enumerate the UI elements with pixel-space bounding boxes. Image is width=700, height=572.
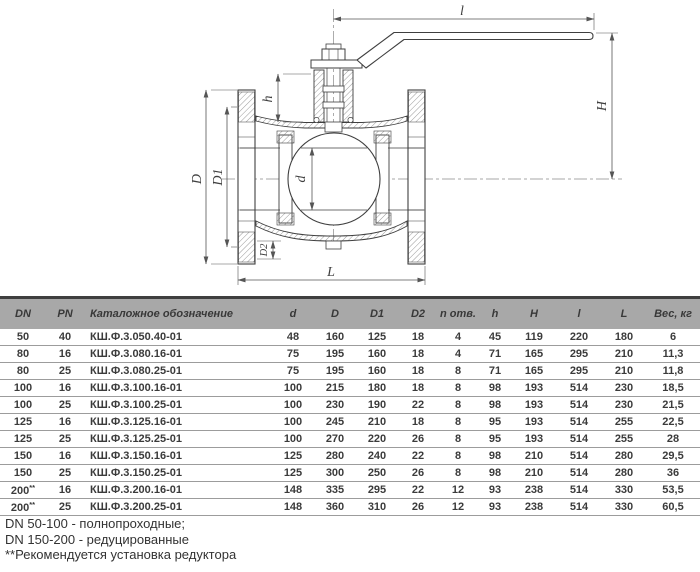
table-cell: 210 [602, 346, 646, 363]
table-row [0, 346, 700, 363]
table-cell: 210 [356, 414, 398, 431]
column-header: L [602, 298, 646, 330]
table-cell: КШ.Ф.3.050.40-01 [84, 329, 272, 346]
table-cell: КШ.Ф.3.080.25-01 [84, 363, 272, 380]
table-cell: 230 [602, 380, 646, 397]
table-cell: 220 [556, 329, 602, 346]
table-row [0, 363, 700, 380]
table-row [0, 380, 700, 397]
table-cell: 180 [602, 329, 646, 346]
table-cell: 514 [556, 431, 602, 448]
table-cell: 195 [314, 346, 356, 363]
table-cell: 8 [438, 414, 478, 431]
footnote-line: **Рекомендуется установка редуктора [5, 547, 237, 562]
column-header: d [272, 298, 314, 330]
specs-table-head-row [0, 298, 700, 330]
table-cell: 245 [314, 414, 356, 431]
table-cell: 16 [46, 346, 84, 363]
column-header: H [512, 298, 556, 330]
table-cell: 98 [478, 448, 512, 465]
table-cell: 25 [46, 465, 84, 482]
table-cell: 270 [314, 431, 356, 448]
table-cell: 12 [438, 482, 478, 499]
handle-plate [311, 60, 362, 68]
table-cell: 25 [46, 499, 84, 516]
table-cell: 98 [478, 397, 512, 414]
table-cell: 215 [314, 380, 356, 397]
table-row [0, 414, 700, 431]
table-cell: 8 [438, 431, 478, 448]
table-cell: 8 [438, 465, 478, 482]
table-cell: 22 [398, 482, 438, 499]
table-cell: 125 [0, 414, 46, 431]
table-cell: 335 [314, 482, 356, 499]
table-cell: 280 [314, 448, 356, 465]
table-row [0, 499, 700, 516]
left-flange [238, 90, 255, 264]
table-row [0, 465, 700, 482]
table-cell: 330 [602, 482, 646, 499]
table-cell: 119 [512, 329, 556, 346]
table-cell: 125 [356, 329, 398, 346]
table-row [0, 431, 700, 448]
column-header: n отв. [438, 298, 478, 330]
table-cell: 8 [438, 397, 478, 414]
table-cell: 148 [272, 499, 314, 516]
table-cell: 100 [272, 380, 314, 397]
table-cell: 360 [314, 499, 356, 516]
table-cell: 514 [556, 448, 602, 465]
table-cell: 93 [478, 482, 512, 499]
table-cell: 26 [398, 431, 438, 448]
table-cell: 18 [398, 380, 438, 397]
table-cell: 250 [356, 465, 398, 482]
dimension-label-D1: D1 [211, 168, 226, 186]
table-cell: 230 [314, 397, 356, 414]
table-cell: 255 [602, 414, 646, 431]
table-cell: 4 [438, 329, 478, 346]
table-cell: КШ.Ф.3.150.16-01 [84, 448, 272, 465]
bonnet-notch [325, 122, 342, 132]
table-cell: 8 [438, 380, 478, 397]
right-flange [408, 90, 425, 264]
table-cell: 210 [602, 363, 646, 380]
table-cell: 22 [398, 448, 438, 465]
table-cell: 95 [478, 414, 512, 431]
table-cell: 22,5 [646, 414, 700, 431]
table-cell: 125 [0, 431, 46, 448]
table-cell: 193 [512, 380, 556, 397]
dimension-label-h: h [261, 95, 276, 103]
table-cell: 193 [512, 414, 556, 431]
table-cell: 150 [0, 465, 46, 482]
table-cell: 16 [46, 448, 84, 465]
table-cell: 80 [0, 363, 46, 380]
table-cell: КШ.Ф.3.200.25-01 [84, 499, 272, 516]
table-row [0, 329, 700, 346]
table-cell: 220 [356, 431, 398, 448]
column-header: PN [46, 298, 84, 330]
table-cell: 36 [646, 465, 700, 482]
footnote-line: DN 50-100 - полнопроходные; [5, 516, 186, 531]
table-cell: 165 [512, 363, 556, 380]
table-cell: 295 [556, 346, 602, 363]
column-header: D1 [356, 298, 398, 330]
table-cell: 160 [356, 346, 398, 363]
table-cell: 210 [512, 448, 556, 465]
column-header: l [556, 298, 602, 330]
table-cell: 98 [478, 380, 512, 397]
table-cell: 300 [314, 465, 356, 482]
table-cell: 18,5 [646, 380, 700, 397]
table-cell: 193 [512, 431, 556, 448]
column-header: DN [0, 298, 46, 330]
table-cell: 18 [398, 346, 438, 363]
table-cell: 100 [0, 380, 46, 397]
table-cell: 514 [556, 380, 602, 397]
table-cell: 75 [272, 363, 314, 380]
table-cell: КШ.Ф.3.100.25-01 [84, 397, 272, 414]
table-cell: 295 [556, 363, 602, 380]
specs-table [0, 296, 700, 516]
column-header: h [478, 298, 512, 330]
table-cell: 80 [0, 346, 46, 363]
table-cell: КШ.Ф.3.080.16-01 [84, 346, 272, 363]
table-cell: 238 [512, 482, 556, 499]
table-cell: 195 [314, 363, 356, 380]
table-cell: 93 [478, 499, 512, 516]
table-cell: 100 [272, 414, 314, 431]
table-cell: 95 [478, 431, 512, 448]
table-cell: 193 [512, 397, 556, 414]
table-cell: 514 [556, 414, 602, 431]
column-header: D2 [398, 298, 438, 330]
table-cell: 100 [272, 431, 314, 448]
table-cell: 40 [46, 329, 84, 346]
table-cell: 310 [356, 499, 398, 516]
footnotes [5, 516, 236, 563]
dimension-label-d: d [294, 175, 309, 183]
table-cell: 18 [398, 414, 438, 431]
table-cell: 50 [0, 329, 46, 346]
table-cell: 26 [398, 465, 438, 482]
table-cell: 71 [478, 346, 512, 363]
table-cell: 180 [356, 380, 398, 397]
table-row [0, 448, 700, 465]
table-cell: 29,5 [646, 448, 700, 465]
table-row [0, 397, 700, 414]
table-cell: 25 [46, 431, 84, 448]
table-cell: КШ.Ф.3.100.16-01 [84, 380, 272, 397]
table-cell: 48 [272, 329, 314, 346]
table-cell: 16 [46, 380, 84, 397]
stem-nut [322, 44, 345, 60]
table-cell: 4 [438, 346, 478, 363]
table-cell: 21,5 [646, 397, 700, 414]
table-cell: 514 [556, 482, 602, 499]
dimension-label-H: H [595, 100, 610, 112]
table-cell: 25 [46, 397, 84, 414]
drain-plug [326, 241, 341, 249]
table-cell: 148 [272, 482, 314, 499]
table-cell: 125 [272, 448, 314, 465]
table-cell: 230 [602, 397, 646, 414]
table-row [0, 482, 700, 499]
table-cell: 100 [0, 397, 46, 414]
table-cell: КШ.Ф.3.200.16-01 [84, 482, 272, 499]
table-cell: 125 [272, 465, 314, 482]
table-cell: КШ.Ф.3.125.16-01 [84, 414, 272, 431]
table-cell: 8 [438, 448, 478, 465]
table-cell: 255 [602, 431, 646, 448]
table-cell: 22 [398, 397, 438, 414]
table-cell: 240 [356, 448, 398, 465]
valve-handle [357, 33, 593, 69]
table-cell: 53,5 [646, 482, 700, 499]
table-cell: 71 [478, 363, 512, 380]
table-cell: 280 [602, 448, 646, 465]
table-cell: 6 [646, 329, 700, 346]
table-cell: 28 [646, 431, 700, 448]
table-cell: 200** [0, 482, 46, 499]
table-cell: 514 [556, 397, 602, 414]
dimension-label-l: l [460, 4, 464, 19]
table-cell: 150 [0, 448, 46, 465]
table-cell: 75 [272, 346, 314, 363]
table-cell: 26 [398, 499, 438, 516]
table-cell: 98 [478, 465, 512, 482]
table-cell: 11,8 [646, 363, 700, 380]
table-cell: 280 [602, 465, 646, 482]
table-cell: 16 [46, 414, 84, 431]
dimension-label-D: D [190, 173, 205, 185]
table-cell: 210 [512, 465, 556, 482]
footnote-line: DN 150-200 - редуцированные [5, 531, 189, 547]
table-cell: 18 [398, 363, 438, 380]
table-cell: 100 [272, 397, 314, 414]
table-cell: 11,3 [646, 346, 700, 363]
table-cell: 514 [556, 465, 602, 482]
table-cell: 160 [356, 363, 398, 380]
table-cell: КШ.Ф.3.150.25-01 [84, 465, 272, 482]
column-header: Вес, кг [646, 298, 700, 330]
table-cell: 514 [556, 499, 602, 516]
table-cell: 8 [438, 363, 478, 380]
table-cell: 12 [438, 499, 478, 516]
dimension-label-D2: D2 [259, 243, 270, 257]
table-cell: 295 [356, 482, 398, 499]
table-cell: 16 [46, 482, 84, 499]
table-cell: 165 [512, 346, 556, 363]
table-cell: 330 [602, 499, 646, 516]
table-cell: 238 [512, 499, 556, 516]
table-cell: КШ.Ф.3.125.25-01 [84, 431, 272, 448]
dimension-label-L: L [327, 265, 335, 280]
column-header: D [314, 298, 356, 330]
table-cell: 160 [314, 329, 356, 346]
table-cell: 60,5 [646, 499, 700, 516]
table-cell: 200** [0, 499, 46, 516]
table-cell: 45 [478, 329, 512, 346]
table-cell: 18 [398, 329, 438, 346]
table-cell: 190 [356, 397, 398, 414]
column-header: Каталожное обозначение [84, 298, 272, 330]
table-cell: 25 [46, 363, 84, 380]
